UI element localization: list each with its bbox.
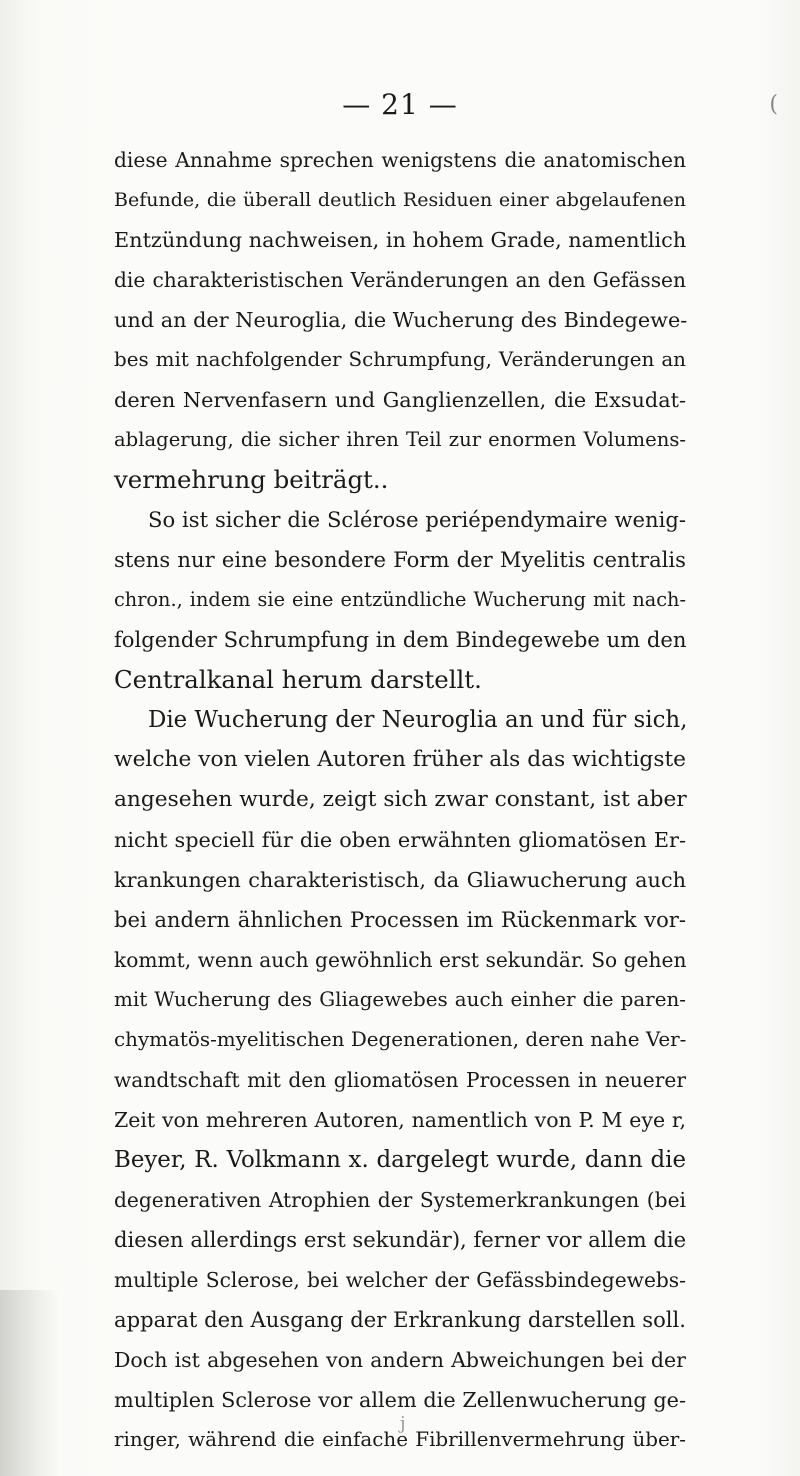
text-line: bei andern ähnlichen Processen im Rückenmark vor- [114, 907, 686, 932]
text-line: Doch ist abgesehen von andern Abweichungen bei der [114, 1348, 686, 1372]
text-line: stens nur eine besondere Form der Myelitis centralis [114, 547, 686, 572]
text-line: Zeit von mehreren Autoren, namentlich von P. M eye r, [114, 1108, 686, 1132]
edge-mark: ( [769, 92, 778, 117]
text-line: angesehen wurde, zeigt sich zwar constant, ist aber [114, 787, 687, 812]
text-line: folgender Schrumpfung in dem Bindegewebe um den [114, 627, 687, 652]
text-line: ablagerung, die sicher ihren Teil zur enormen Volumens- [114, 428, 686, 451]
text-line: Befunde, die überall deutlich Residuen einer abgelaufenen [114, 189, 686, 211]
text-line: wandtschaft mit den gliomatösen Processen in neuerer [114, 1068, 686, 1092]
text-line: die charakteristischen Veränderungen an den Gefässen [114, 268, 686, 292]
text-line: degenerativen Atrophien der Systemerkrankungen (bei [114, 1188, 686, 1212]
text-line: chymatös-myelitischen Degenerationen, deren nahe Ver- [114, 1028, 687, 1051]
stray-mark: j [400, 1413, 406, 1434]
text-line: bes mit nachfolgender Schrumpfung, Veränderungen an [114, 348, 686, 371]
text-line: diese Annahme sprechen wenigstens die anatomischen [114, 148, 686, 172]
text-line: apparat den Ausgang der Erkrankung darstellen soll. [114, 1307, 686, 1332]
text-line: multiplen Sclerose vor allem die Zellenwucherung ge- [114, 1388, 686, 1412]
text-line: Entzündung nachweisen, in hohem Grade, namentlich [114, 228, 687, 252]
text-line: mit Wucherung des Gliagewebes auch einher die paren- [114, 988, 686, 1011]
text-line: chron., indem sie eine entzündliche Wucherung mit nach- [114, 588, 686, 611]
text-line: deren Nervenfasern und Ganglienzellen, die Exsudat- [114, 388, 686, 412]
text-line: vermehrung beiträgt.. [114, 465, 389, 494]
text-line: multiple Sclerose, bei welcher der Gefässbindegewebs- [114, 1268, 686, 1292]
text-line: nicht speciell für die oben erwähnten gliomatösen Er- [114, 828, 686, 852]
page-number: — 21 — [342, 88, 458, 121]
text-line: Centralkanal herum darstellt. [114, 665, 482, 694]
text-line: kommt, wenn auch gewöhnlich erst sekundär. So gehen [114, 948, 687, 972]
text-line: und an der Neuroglia, die Wucherung des Bindegewe- [114, 308, 688, 332]
binding-shadow [0, 1290, 60, 1476]
text-line: diesen allerdings erst sekundär), ferner vor allem die [114, 1227, 687, 1252]
text-line: welche von vielen Autoren früher als das wichtigste [114, 747, 686, 772]
text-line: Beyer, R. Volkmann x. dargelegt wurde, dann die [114, 1147, 686, 1173]
text-line: So ist sicher die Sclérose periépendymaire wenig- [148, 507, 686, 532]
text-line: krankungen charakteristisch, da Gliawucherung auch [114, 868, 686, 892]
text-line: ringer, während die einfache Fibrillenvermehrung über- [114, 1428, 686, 1451]
text-line: Die Wucherung der Neuroglia an und für sich, [148, 707, 688, 733]
